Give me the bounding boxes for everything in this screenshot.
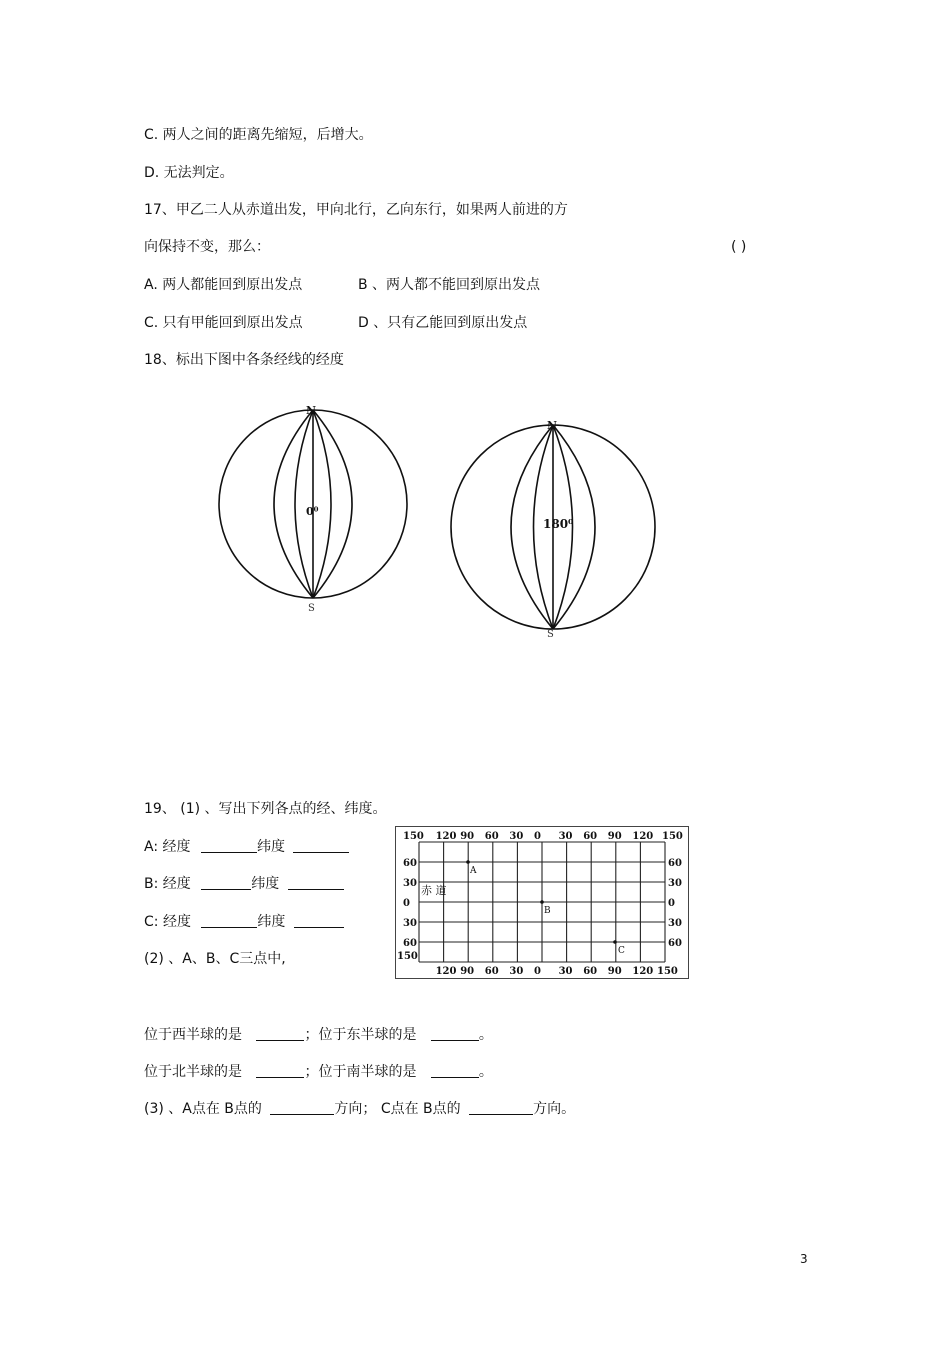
grid-top-tick-label: 30 xyxy=(509,831,524,842)
lat-long-grid xyxy=(395,826,689,979)
grid-right-tick-label: 0 xyxy=(668,898,675,909)
page-number: 3 xyxy=(800,1252,808,1266)
q19-b-longitude-blank[interactable] xyxy=(201,875,251,890)
q19-part2: (2) 、A、B、C三点中, xyxy=(144,951,286,967)
globe-right-center-label: 180⁰ xyxy=(543,517,574,531)
point-c-label: C xyxy=(618,946,625,956)
q17-stem-line2: 向保持不变，那么： xyxy=(144,239,270,255)
q16-option-c: C. 两人之间的距离先缩短，后增大。 xyxy=(144,127,373,143)
globe-right xyxy=(445,415,670,640)
q19-a-lat-label: 纬度 xyxy=(256,839,285,855)
q19-c-latitude-blank[interactable] xyxy=(294,913,344,928)
q19-part3 xyxy=(144,1100,575,1118)
q19-part3-c: 方向。 xyxy=(533,1101,576,1117)
grid-left-tick-label: 60 xyxy=(403,858,417,869)
q19-part3-a: (3) 、A点在 B点的 xyxy=(144,1101,262,1117)
grid-bottom-tick-label: 30 xyxy=(509,966,524,977)
q19-stem: 19、 (1) 、写出下列各点的经、纬度。 xyxy=(144,801,387,817)
grid-bottom-tick-label: 150 xyxy=(657,966,678,977)
globe-left-north: N xyxy=(306,404,317,417)
q19-b-row xyxy=(144,875,344,893)
q19-direction-c-blank[interactable] xyxy=(469,1100,533,1115)
globe-left xyxy=(210,400,420,615)
grid-top-tick-label: 120 xyxy=(435,831,457,842)
grid-top-tick-label: 150 xyxy=(662,831,683,842)
q19-north-blank[interactable] xyxy=(256,1063,304,1078)
point-a-dot xyxy=(466,860,470,864)
q19-row2-period: 。 xyxy=(478,1064,493,1080)
globe-right-north: N xyxy=(547,419,558,432)
q19-east-label: ；位于东半球的是 xyxy=(304,1027,417,1043)
q19-a-latitude-blank[interactable] xyxy=(293,838,349,853)
q19-a-label: A: 经度 xyxy=(144,839,191,855)
q16-option-d: D. 无法判定。 xyxy=(144,165,234,181)
grid-left-tick-label: 60 xyxy=(403,938,417,949)
q17-option-a: A. 两人都能回到原出发点 xyxy=(144,277,303,293)
grid-bottom-tick-label: 30 xyxy=(558,966,573,977)
q19-row1-period: 。 xyxy=(478,1027,493,1043)
q17-option-d: D 、只有乙能回到原出发点 xyxy=(358,315,528,331)
q19-west-blank[interactable] xyxy=(256,1026,304,1041)
globe-left-south: S xyxy=(308,603,315,614)
globe-left-center-label: 0⁰ xyxy=(306,505,319,518)
q19-b-lat-label: 纬度 xyxy=(251,876,280,892)
q17-option-b: B 、两人都不能回到原出发点 xyxy=(358,277,541,293)
q19-c-label: C: 经度 xyxy=(144,914,191,930)
q19-c-longitude-blank[interactable] xyxy=(201,913,257,928)
grid-top-tick-label: 30 xyxy=(558,831,573,842)
q19-c-lat-label: 纬度 xyxy=(257,914,286,930)
q19-a-longitude-blank[interactable] xyxy=(201,838,257,853)
q19-north-label: 位于北半球的是 xyxy=(144,1064,242,1080)
q19-c-row xyxy=(144,913,344,931)
q19-hemisphere-row2 xyxy=(144,1063,493,1081)
q19-part3-b: 方向； C点在 B点的 xyxy=(334,1101,461,1117)
grid-right-tick-label: 30 xyxy=(668,878,682,889)
grid-bottom-tick-label: 60 xyxy=(583,966,598,977)
grid-top-tick-label: 60 xyxy=(583,831,598,842)
q19-south-blank[interactable] xyxy=(431,1063,479,1078)
grid-bottom-tick-label: 60 xyxy=(484,966,499,977)
grid-left-tick-label: 0 xyxy=(403,898,410,909)
grid-top-tick-label: 120 xyxy=(632,831,654,842)
q19-hemisphere-row1 xyxy=(144,1026,493,1044)
q19-a-row xyxy=(144,838,349,856)
grid-left-tick-label: 30 xyxy=(403,918,417,929)
q19-b-label: B: 经度 xyxy=(144,876,191,892)
globe-right-south: S xyxy=(547,629,554,640)
grid-left-tick-label: 30 xyxy=(403,878,417,889)
grid-bottom-tick-label: 120 xyxy=(632,966,654,977)
q17-option-c: C. 只有甲能回到原出发点 xyxy=(144,315,303,331)
point-b-label: B xyxy=(544,906,551,916)
grid-top-tick-label: 90 xyxy=(460,831,475,842)
grid-top-tick-label: 90 xyxy=(607,831,622,842)
point-b-dot xyxy=(540,900,544,904)
grid-top-tick-label: 60 xyxy=(484,831,499,842)
grid-bottom-tick-label: 90 xyxy=(460,966,475,977)
equator-label: 赤 道 xyxy=(421,884,447,897)
grid-right-tick-label: 60 xyxy=(668,938,682,949)
q17-answer-bracket: ( ) xyxy=(731,239,747,255)
q19-b-latitude-blank[interactable] xyxy=(288,875,344,890)
grid-bottom-tick-label: 90 xyxy=(607,966,622,977)
grid-bottom-tick-label: 0 xyxy=(534,966,541,977)
q19-west-label: 位于西半球的是 xyxy=(144,1027,242,1043)
q19-east-blank[interactable] xyxy=(431,1026,479,1041)
point-c-dot xyxy=(613,940,617,944)
q19-direction-a-blank[interactable] xyxy=(270,1100,334,1115)
grid-bottom-tick-label: 150 xyxy=(397,951,418,962)
q19-south-label: ；位于南半球的是 xyxy=(304,1064,417,1080)
q17-stem-line1: 17、甲乙二人从赤道出发，甲向北行，乙向东行，如果两人前进的方 xyxy=(144,202,568,218)
grid-right-tick-label: 30 xyxy=(668,918,682,929)
point-a-label: A xyxy=(470,866,477,876)
q18-stem: 18、标出下图中各条经线的经度 xyxy=(144,352,344,368)
grid-bottom-tick-label: 120 xyxy=(435,966,457,977)
grid-top-tick-label: 150 xyxy=(403,831,424,842)
grid-right-tick-label: 60 xyxy=(668,858,682,869)
grid-top-tick-label: 0 xyxy=(534,831,541,842)
